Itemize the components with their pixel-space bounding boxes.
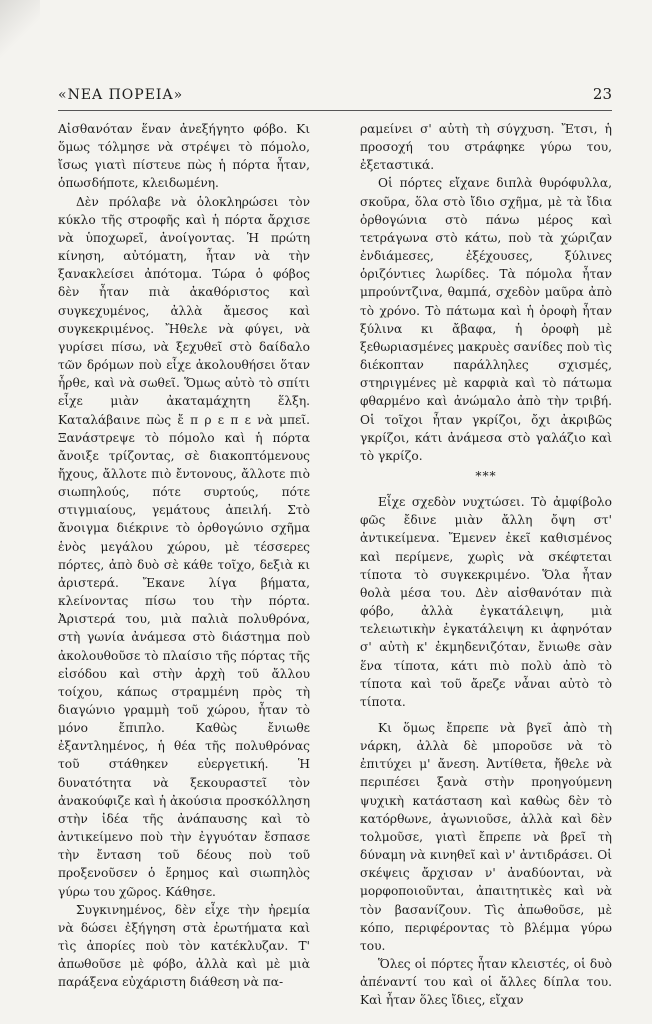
paragraph: Αἰσθανόταν ἕναν ἀνεξήγητο φόβο. Κι ὅμως τόλμησε νὰ στρέψει τὸ πόμολο, ἴσως γιατὶ πίστευε πὼς ἡ πόρτα ἦταν, ὁπωσδήποτε, κλειδωμένη. — [58, 122, 310, 191]
section-break: *** — [475, 468, 497, 483]
paragraph: Οἱ πόρτες εἴχανε διπλὰ θυρόφυλλα, σκοῦρα, ὅλα στὸ ἴδιο σχῆμα, μὲ τὰ ἴδια ὀρθογώνια στὸ πάνω μέρος καὶ τετράγωνα στὸ κάτω, ποὺ τὰ χώριζαν ἐνδιάμεσες, ἐξέχουσες, ξύλινες ὁριζόντιες λωρίδες. Τὰ πόμολα ἦταν μπρούντζινα, θαμπά, σχεδὸν μαῦρα ἀπὸ τὸ χρόνο. Τὸ πάτωμα καὶ ἡ ὀροφὴ ἦταν ξύλινα κι ἄβαφα, ἡ ὀροφὴ μὲ ξεθωριασμένες μακρυὲς σανίδες ποὺ τὶς διέκοπταν παράλληλες σχισμές, στηριγμένες μὲ καρφιὰ καὶ τὸ πάτωμα φθαρμένο καὶ ἀνώμαλο ἀπὸ τὴν τριβή. Οἱ τοῖχοι ἦταν γκρίζοι, ὄχι ἀκριβῶς γκρίζοι, κάτι ἀνάμεσα στὸ γαλάζιο καὶ τὸ γκρίζο. — [360, 176, 612, 463]
scan-shadow — [0, 0, 40, 60]
paragraph-gap — [360, 711, 612, 719]
paragraph: ραμείνει σ' αὐτὴ τὴ σύγχυση. Ἔτσι, ἡ προσοχή του στράφηκε γύρω του, ἐξεταστικά. — [360, 122, 612, 173]
text-columns — [58, 120, 612, 1010]
journal-title: «ΝΕΑ ΠΟΡΕΙΑ» — [58, 87, 184, 103]
right-column — [360, 120, 612, 1010]
paragraph: Δὲν πρόλαβε νὰ ὁλοκληρώσει τὸν κύκλο τῆς στροφῆς καὶ ἡ πόρτα ἄρχισε νὰ ὑποχωρεῖ, ἀνοίγοντας. Ἡ πρώτη κίνηση, αὐτόματη, ἦταν νὰ τὴν ξανακλείσει ἀπότομα. Τώρα ὁ φόβος δὲν ἦταν πιὰ ἀκαθόριστος καὶ συγκεχυμένος, ἀλλὰ ἄμεσος καὶ συγκεκριμένος. Ἤθελε νὰ φύγει, νὰ γυρίσει πίσω, νὰ ξεχυθεῖ στὸ δαίδαλο τῶν δρόμων ποὺ εἶχε ἀκολουθήσει ὅταν ἦρθε, καὶ νὰ σωθεῖ. Ὅμως αὐτὸ τὸ σπίτι εἶχε μιὰν ἀκαταμάχητη ἕλξη. Καταλάβαινε πὼς ἔ π ρ ε π ε νὰ μπεῖ. Ξανάστρεψε τὸ πόμολο καὶ ἡ πόρτα ἄνοιξε τρίζοντας, σὲ διακοπτόμενους ἤχους, ἄλλοτε πιὸ ἔντονους, ἄλλοτε πιὸ σιωπηλούς, πότε συρτούς, πότε στιγμιαίους, γεμάτους ἀπειλή. Στὸ ἄνοιγμα διέκρινε τὸ ὀρθογώνιο σχῆμα ἑνὸς μεγάλου χώρου, μὲ τέσσερες πόρτες, ἀπὸ δυὸ σὲ κάθε τοῖχο, δεξιὰ κι ἀριστερά. Ἔκανε λίγα βήματα, κλείνοντας πίσω του τὴν πόρτα. Ἀριστερά του, μιὰ παλιὰ πολυθρόνα, στὴ γωνία ἀνάμεσα στὸ διάστημα ποὺ ἀκολουθοῦσε τὸ πλαίσιο τῆς πόρτας τῆς εἰσόδου καὶ στὴν ἀρχὴ τοῦ ἄλλου τοίχου, κάπως στραμμένη πρὸς τὴ διαγώνιο γραμμὴ τοῦ χώρου, ἦταν τὸ μόνο ἔπιπλο. Καθὼς ἔνιωθε ἐξαντλημένος, ἡ θέα τῆς πολυθρόνας τοῦ στάθηκεν εὐεργετική. Ἡ δυνατότητα νὰ ξεκουραστεῖ τὸν ἀνακούφιζε καὶ ἡ ἀκούσια προσκόλληση στὴν ἰδέα τῆς ἀνάπαυσης καὶ τὸ ἀντικείμενο ποὺ τὴν ἐγγυόταν ἔσπασε τὴν ἔνταση τοῦ δέους ποὺ τοῦ προξενοῦσεν ὁ ἔρημος καὶ σιωπηλὸς γύρω του χῶρος. Κάθησε. — [58, 194, 310, 899]
paragraph: Ὅλες οἱ πόρτες ἦταν κλειστές, οἱ δυὸ ἀπέναντί του καὶ οἱ ἄλλες δίπλα του. Καὶ ἦταν ὅλες ἴδιες, εἴχαν — [360, 957, 612, 1008]
paragraph: Συγκινημένος, δὲν εἶχε τὴν ἠρεμία νὰ δώσει ἐξήγηση στὰ ἐρωτήματα καὶ τὶς ἀπορίες ποὺ τὸν κατέκλυζαν. Τ' ἀπωθοῦσε μὲ φόβο, ἀλλὰ καὶ μὲ μιὰ παράξενα εὐχάριστη διάθεση νὰ πα- — [58, 902, 310, 990]
paragraph: Εἶχε σχεδὸν νυχτώσει. Τὸ ἀμφίβολο φῶς ἔδινε μιὰν ἄλλη ὄψη στ' ἀντικείμενα. Ἔμενεν ἐκεῖ καθισμένος καὶ περίμενε, χωρὶς νὰ σκέφτεται τίποτα τὸ συγκεκριμένο. Ὅλα ἦταν θολὰ μέσα του. Δὲν αἰσθανόταν πιὰ φόβο, ἀλλὰ ἐγκατάλειψη, μιὰ τελειωτικὴν ἐγκατάλειψη κι ἀφηνόταν σ' αὐτὴ κ' ἐκμηδενιζόταν, ἔνιωθε σὰν ἕνα τίποτα, κάτι πιὸ πολὺ ἀπὸ τὸ τίποτα καὶ τοῦ ἄρεζε νἆναι αὐτὸ τὸ τίποτα. — [360, 495, 612, 709]
page-number: 23 — [592, 85, 612, 103]
paragraph: Κι ὅμως ἔπρεπε νὰ βγεῖ ἀπὸ τὴ νάρκη, ἀλλὰ δὲ μποροῦσε νὰ τὸ ἐπιτύχει μ' ἄνεση. Ἀντίθετα, ἤθελε νὰ περιπέσει ξανὰ στὴν προηγούμενη ψυχικὴ κατάσταση καὶ καθὼς δὲν τὸ κατόρθωνε, ἀγωνιοῦσε, ἀλλὰ καὶ δὲν τολμοῦσε, γιατὶ ἔπρεπε νὰ βρεῖ τὴ δύναμη νὰ κινηθεῖ καὶ ν' ἀντιδράσει. Οἱ σκέψεις ἄρχισαν ν' ἀναδύονται, νὰ μορφοποιοῦνται, ἀπαιτητικὲς καὶ νὰ τὸν βασανίζουν. Τὶς ἀπωθοῦσε, μὲ κόπο, περιφέροντας τὸ βλέμμα γύρω του. — [360, 721, 612, 953]
running-header — [58, 85, 612, 103]
header-rule — [58, 110, 612, 111]
left-column — [58, 120, 310, 1010]
